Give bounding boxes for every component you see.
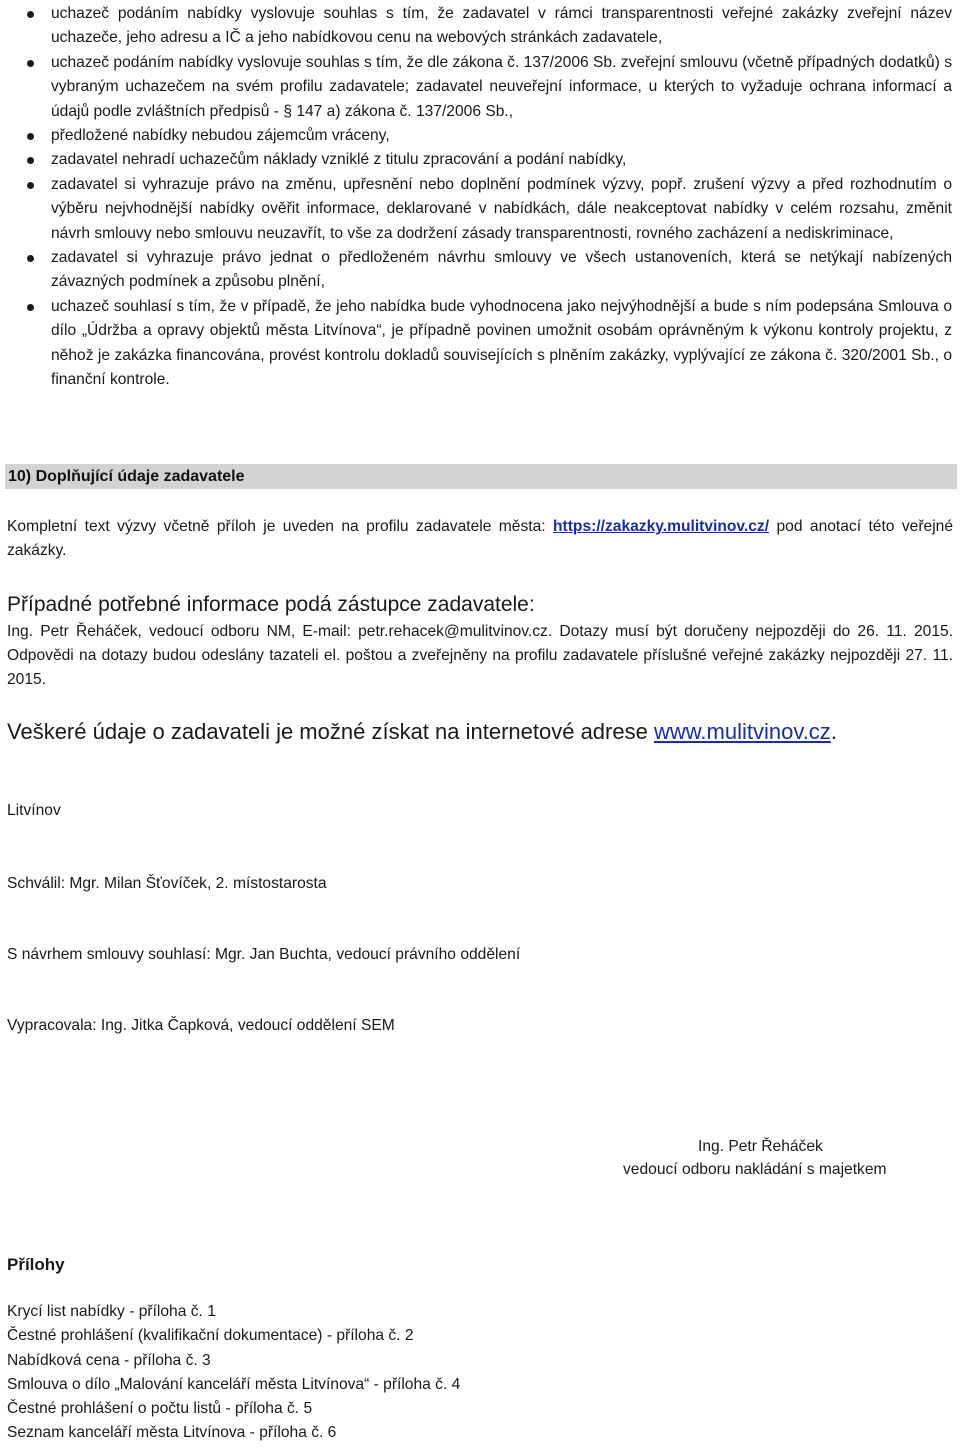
section-heading-bar <box>5 464 957 489</box>
bullet-icon <box>27 133 34 140</box>
bullet-icon <box>27 255 34 262</box>
list-item-text: zadavatel si vyhrazuje právo na změnu, upřesnění nebo doplnění podmínek výzvy, popř. zrušení výzvy a před rozhodnutím o výběru nejvhodnější nabídky ověřit informace, deklarované v nabídkách, dále neakceptovat nabídky v celém rozsahu, změnit návrh smlouvy nebo smlouvu neuzavřít, to vše za dodržení zásady transparentnosti, rovného zacházení a nediskriminace, <box>51 175 952 242</box>
attachment-item: Krycí list nabídky - příloha č. 1 <box>7 1303 216 1320</box>
attachment-item: Nabídková cena - příloha č. 3 <box>7 1352 211 1369</box>
paragraph-text: Kompletní text výzvy včetně příloh je uveden na profilu zadavatele města: <box>7 518 554 535</box>
list-item <box>0 124 960 148</box>
place: Litvínov <box>7 802 61 819</box>
list-item-text: uchazeč podáním nabídky vyslovuje souhlas s tím, že zadavatel v rámci transparentnosti veřejné zakázky zveřejní název uchazeče, jeho adresu a IČ a jeho nabídkovou cenu na webových stránkách zadavatele, <box>51 5 952 47</box>
full-text-paragraph <box>7 515 953 563</box>
list-item <box>0 246 960 295</box>
list-item <box>0 148 960 172</box>
website-link[interactable]: www.mulitvinov.cz <box>653 719 831 744</box>
attachment-item: Čestné prohlášení (kvalifikační dokumentace) - příloha č. 2 <box>7 1327 414 1344</box>
contact-heading: Případné potřebné informace podá zástupce zadavatele: <box>7 593 535 616</box>
list-item <box>0 173 960 246</box>
bullet-icon <box>27 304 34 311</box>
signature-role: vedoucí odboru nakládání s majetkem <box>623 1161 887 1178</box>
paragraph-text: Veškeré údaje o zadavateli je možné získat na internetové adrese <box>7 719 654 744</box>
list-item <box>0 295 960 393</box>
list-item-text: předložené nabídky nebudou zájemcům vráceny, <box>51 127 390 145</box>
list-item <box>0 51 960 124</box>
conditions-list <box>0 2 960 393</box>
bullet-icon <box>27 11 34 18</box>
attachments-heading: Přílohy <box>7 1255 65 1274</box>
section-heading: 10) Doplňující údaje zadavatele <box>8 468 245 485</box>
prepared-by: Vypracovala: Ing. Jitka Čapková, vedoucí oddělení SEM <box>7 1017 395 1034</box>
approved-by: Schválil: Mgr. Milan Šťovíček, 2. místostarosta <box>7 875 327 892</box>
list-item-text: uchazeč souhlasí s tím, že v případě, že jeho nabídka bude vyhodnocena jako nejvýhodnější a bude s ním podepsána Smlouva o dílo „Údržba a opravy objektů města Litvínova“, je případně povinen umožnit osobám oprávněným k výkonu kontroly projektu, z něhož je zakázka financována, provést kontrolu dokladů souvisejících s plněním zakázky, vyplývající ze zákona č. 320/2001 Sb., o finanční kontrole. <box>51 297 952 389</box>
list-item-text: zadavatel si vyhrazuje právo jednat o předloženém návrhu smlouvy ve všech ustanoveních, která se netýkají nabízených závazných podmínek a způsobu plnění, <box>51 249 952 291</box>
paragraph-text: . <box>830 719 837 744</box>
web-paragraph <box>7 718 953 746</box>
list-item <box>0 2 960 51</box>
bullet-icon <box>27 60 34 67</box>
bullet-icon <box>27 157 34 164</box>
list-item-text: zadavatel nehradí uchazečům náklady vzniklé z titulu zpracování a podání nabídky, <box>51 151 627 169</box>
attachment-item: Smlouva o dílo „Malování kanceláří města Litvínova“ - příloha č. 4 <box>7 1376 461 1393</box>
attachment-item: Čestné prohlášení o počtu listů - příloha č. 5 <box>7 1400 313 1417</box>
contact-paragraph: Ing. Petr Řeháček, vedoucí odboru NM, E-mail: petr.rehacek@mulitvinov.cz. Dotazy musí být doručeny nejpozději do 26. 11. 2015. Odpovědi na dotazy budou odeslány tazateli el. poštou a zveřejněny na profilu zadavatele příslušné veřejné zakázky nejpozději 27. 11. 2015. <box>7 623 953 688</box>
list-item-text: uchazeč podáním nabídky vyslovuje souhlas s tím, že dle zákona č. 137/2006 Sb. zveřejní smlouvu (včetně případných dodatků) s vybraným uchazečem na svém profilu zadavatele; zadavatel neuveřejní informace, u kterých to vyžaduje ochrana informací a údajů podle zvláštních předpisů - § 147 a) zákona č. 137/2006 Sb., <box>51 53 952 120</box>
attachment-item: Seznam kanceláří města Litvínova - příloha č. 6 <box>7 1424 337 1441</box>
bullet-icon <box>27 182 34 189</box>
paragraph-text: pod anotací této veřejné zakázky. <box>7 518 953 559</box>
signature-name: Ing. Petr Řeháček <box>698 1138 823 1155</box>
agreed-by: S návrhem smlouvy souhlasí: Mgr. Jan Buchta, vedoucí právního oddělení <box>7 946 521 963</box>
profile-link[interactable]: https://zakazky.mulitvinov.cz/ <box>553 518 770 535</box>
